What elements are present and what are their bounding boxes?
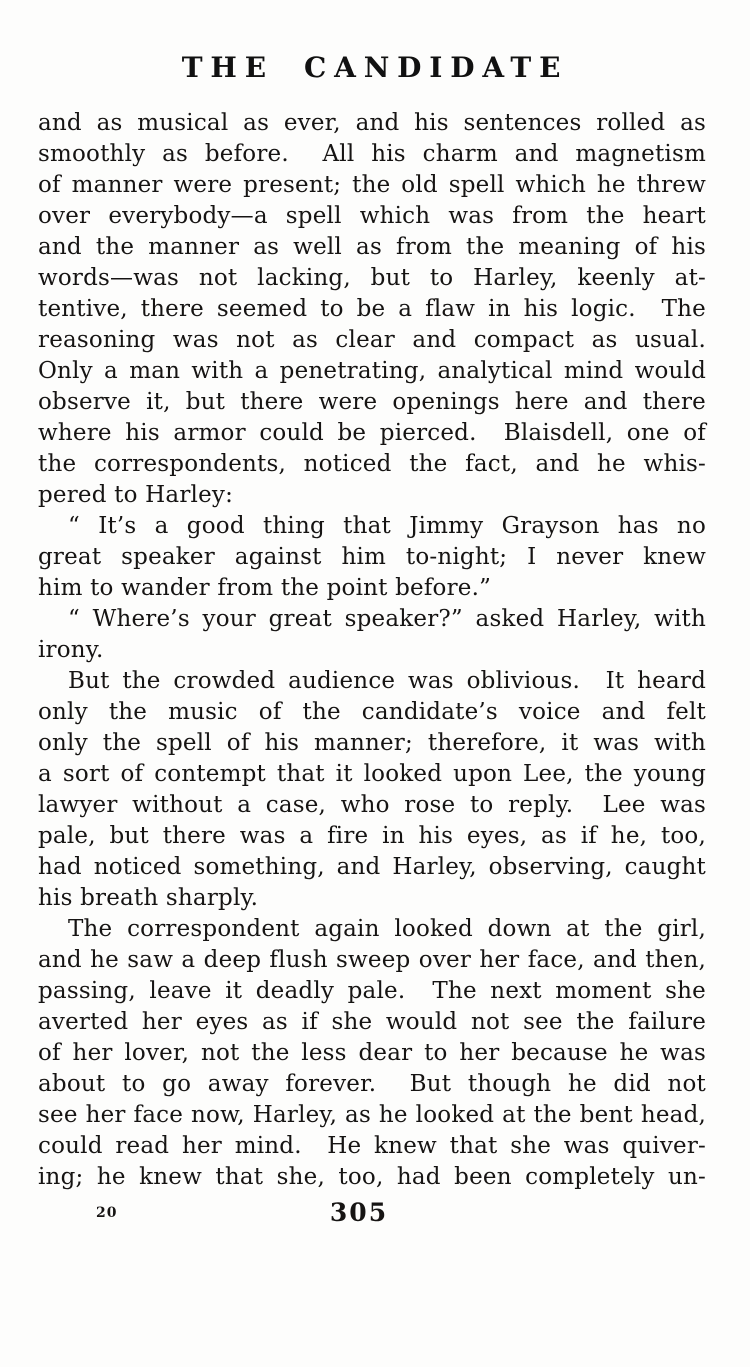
text-line: had noticed something, and Harley, observing, caught bbox=[38, 854, 706, 880]
text-line: ing; he knew that she, too, had been completely un- bbox=[38, 1164, 706, 1190]
text-line: reasoning was not as clear and compact as usual. bbox=[38, 327, 706, 353]
text-line: But the crowded audience was oblivious. It heard bbox=[68, 668, 706, 694]
page-footer bbox=[0, 1198, 750, 1238]
page-title: THE CANDIDATE bbox=[181, 51, 569, 84]
signature-mark: 20 bbox=[96, 1205, 118, 1221]
text-line: and the manner as well as from the meaning of his bbox=[38, 234, 706, 260]
text-line: the correspondents, noticed the fact, and he whis- bbox=[38, 451, 706, 477]
text-line: words—was not lacking, but to Harley, keenly at- bbox=[38, 265, 706, 291]
text-line: irony. bbox=[38, 637, 104, 663]
text-line: his breath sharply. bbox=[38, 885, 259, 911]
text-line: “ It’s a good thing that Jimmy Grayson has no bbox=[68, 513, 706, 539]
text-line: only the music of the candidate’s voice and felt bbox=[38, 699, 706, 725]
text-line: him to wander from the point before.” bbox=[38, 575, 492, 601]
text-line: great speaker against him to-night; I never knew bbox=[38, 544, 706, 570]
text-line: could read her mind. He knew that she was quiver- bbox=[38, 1133, 706, 1159]
text-line: averted her eyes as if she would not see the failure bbox=[38, 1009, 706, 1035]
text-line: of her lover, not the less dear to her because he was bbox=[38, 1040, 706, 1066]
text-line: Only a man with a penetrating, analytical mind would bbox=[38, 358, 706, 384]
text-line: and he saw a deep flush sweep over her face, and then, bbox=[38, 947, 706, 973]
text-line: and as musical as ever, and his sentences rolled as bbox=[38, 110, 706, 136]
text-line: of manner were present; the old spell which he threw bbox=[38, 172, 706, 198]
text-line: The correspondent again looked down at the girl, bbox=[68, 916, 706, 942]
text-line: smoothly as before. All his charm and magnetism bbox=[38, 141, 706, 167]
text-line: tentive, there seemed to be a flaw in his logic. The bbox=[38, 296, 706, 322]
text-line: about to go away forever. But though he did not bbox=[38, 1071, 706, 1097]
text-line: where his armor could be pierced. Blaisdell, one of bbox=[38, 420, 706, 446]
text-line: “ Where’s your great speaker?” asked Harley, with bbox=[68, 606, 706, 632]
text-line: a sort of contempt that it looked upon Lee, the young bbox=[38, 761, 706, 787]
page-number: 305 bbox=[329, 1198, 389, 1227]
text-line: only the spell of his manner; therefore, it was with bbox=[38, 730, 706, 756]
page-body bbox=[38, 108, 706, 1193]
text-line: see her face now, Harley, as he looked at the bent head, bbox=[38, 1102, 706, 1128]
text-line: lawyer without a case, who rose to reply. Lee was bbox=[38, 792, 706, 818]
text-line: over everybody—a spell which was from the heart bbox=[38, 203, 706, 229]
text-line: passing, leave it deadly pale. The next moment she bbox=[38, 978, 706, 1004]
text-line: pered to Harley: bbox=[38, 482, 234, 508]
text-line: pale, but there was a fire in his eyes, as if he, too, bbox=[38, 823, 706, 849]
text-line: observe it, but there were openings here and there bbox=[38, 389, 706, 415]
